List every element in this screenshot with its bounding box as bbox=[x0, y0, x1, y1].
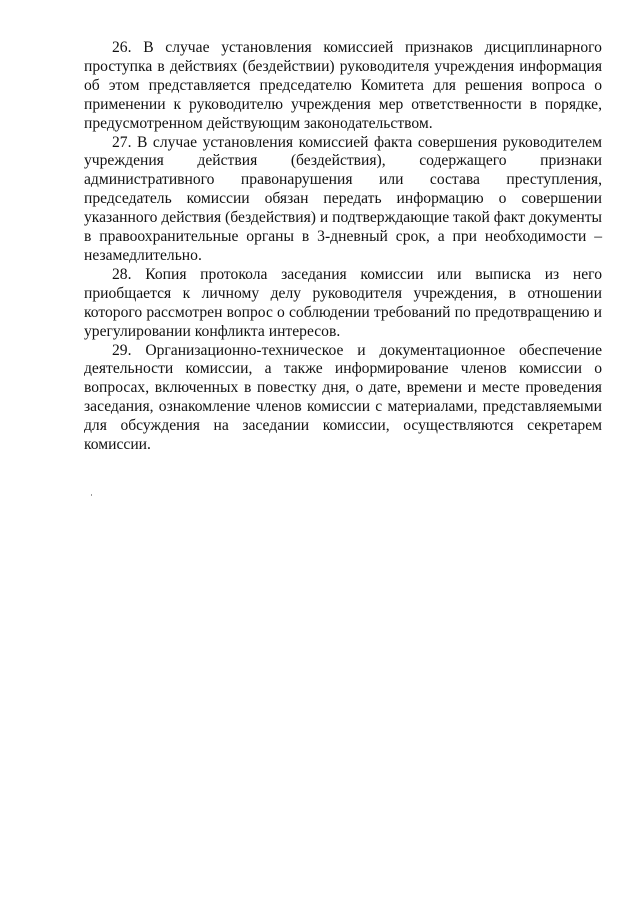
paragraph-26 bbox=[84, 39, 602, 134]
paragraph-28 bbox=[84, 266, 602, 342]
scan-artifact bbox=[91, 494, 92, 496]
paragraph-number: 27. bbox=[112, 133, 132, 151]
paragraph-text: Организационно-техническое и документационное обеспечение деятельности комиссии, а также информирование членов комиссии о вопросах, включенных в повестку дня, о дате, времени и месте проведения заседания, ознакомление членов комиссии с материалами, представляемыми для обсуждения на заседании комиссии, осуществляются секретарем комиссии. bbox=[84, 341, 602, 454]
paragraph-text: В случае установления комиссией факта совершения руководителем учреждения действия (бездействия), содержащего признаки административного правонарушения или состава преступления, председатель комиссии обязан передать информацию о совершении указанного действия (бездействия) и подтверждающие такой факт документы в правоохранительные органы в 3-дневный срок, а при необходимости – незамедлительно. bbox=[84, 133, 602, 264]
paragraph-text: Копия протокола заседания комиссии или выписка из него приобщается к личному делу руководителя учреждения, в отношении которого рассмотрен вопрос о соблюдении требований по предотвращению и урегулировании конфликта интересов. bbox=[84, 265, 602, 340]
paragraph-number: 29. bbox=[112, 341, 132, 359]
paragraph-27 bbox=[84, 134, 602, 266]
paragraph-number: 26. bbox=[112, 39, 132, 56]
paragraph-number: 28. bbox=[112, 265, 132, 283]
paragraph-text: В случае установления комиссией признаков дисциплинарного проступка в действиях (бездействии) руководителя учреждения информация об этом представляется председателю Комитета для решения вопроса о применении к руководителю учреждения мер ответственности в порядке, предусмотренном действующим законодательством. bbox=[84, 39, 602, 132]
paragraph-29 bbox=[84, 342, 602, 455]
document-body bbox=[84, 39, 602, 455]
